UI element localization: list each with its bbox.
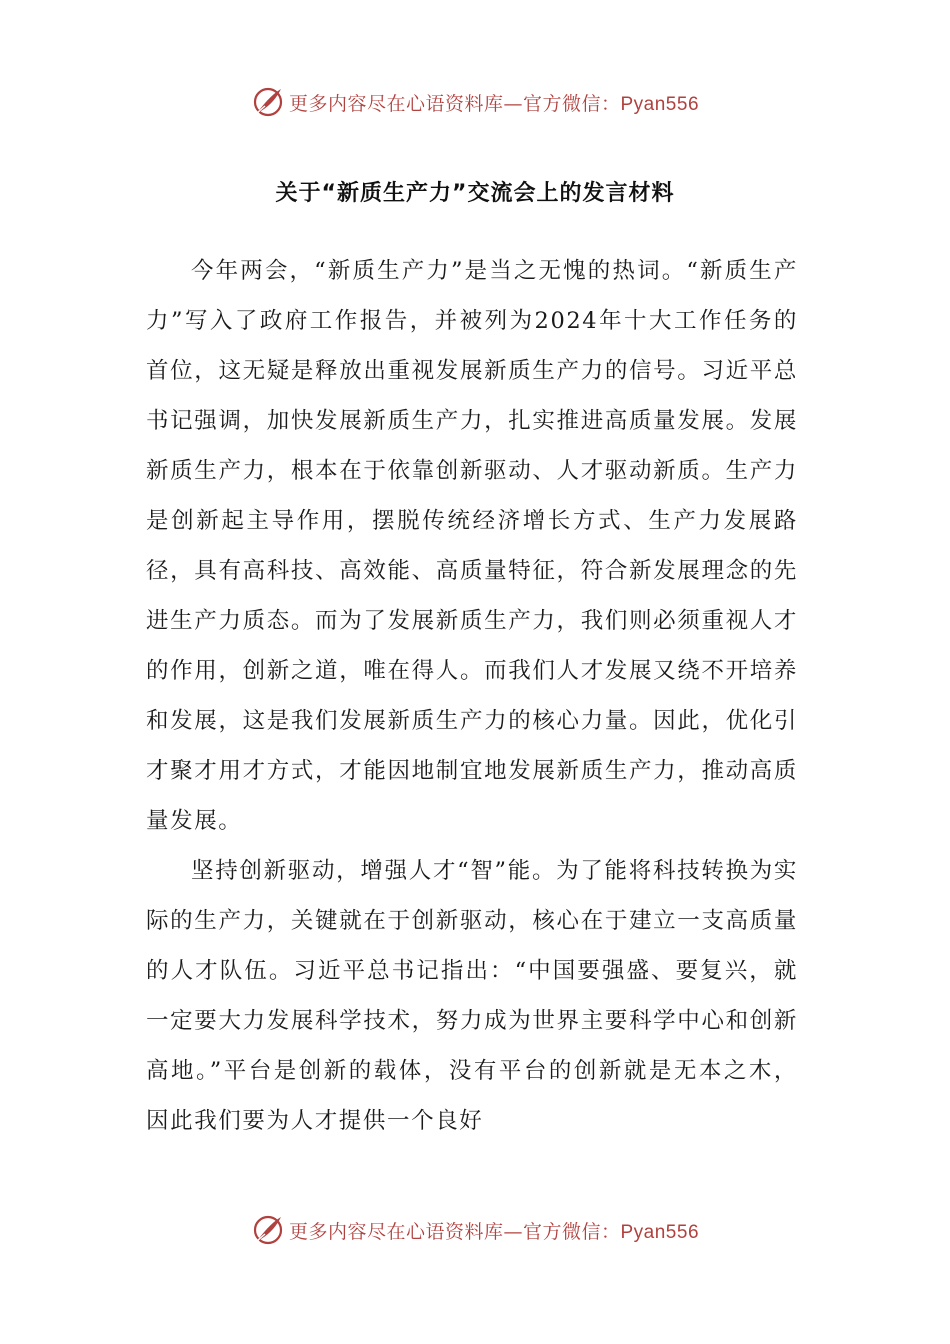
quill-pen-logo-icon [251, 1213, 285, 1247]
banner-wechat-id: Pyan556 [620, 93, 700, 115]
banner-slogan: 更多内容尽在心语资料库—官方微信： [288, 1220, 621, 1243]
banner-slogan: 更多内容尽在心语资料库—官方微信： [288, 92, 621, 115]
paragraph-2: 坚持创新驱动，增强人才“智”能。为了能将科技转换为实际的生产力，关键就在于创新驱动，核心在于建立一支高质量的人才队伍。习近平总书记指出：“中国要强盛、要复兴，就一定要大力发展科学技术，努力成为世界主要科学中心和创新高地。”平台是创新的载体，没有平台的创新就是无本之木，因此我们要为人才提供一个良好 [146, 858, 798, 1134]
document-title: 关于“新质生产力”交流会上的发言材料 [275, 181, 675, 206]
banner-text [289, 89, 699, 116]
paragraph-1: 今年两会，“新质生产力”是当之无愧的热词。“新质生产力”写入了政府工作报告，并被列为2024年十大工作任务的首位，这无疑是释放出重视发展新质生产力的信号。习近平总书记强调，加快发展新质生产力，扎实推进高质量发展。发展新质生产力，根本在于依靠创新驱动、人才驱动新质。生产力是创新起主导作用，摆脱传统经济增长方式、生产力发展路径，具有高科技、高效能、高质量特征，符合新发展理念的先进生产力质态。而为了发展新质生产力，我们则必须重视人才的作用，创新之道，唯在得人。而我们人才发展又绕不开培养和发展，这是我们发展新质生产力的核心力量。因此，优化引才聚才用才方式，才能因地制宜地发展新质生产力，推动高质量发展。 [146, 258, 798, 834]
quill-pen-logo-icon [251, 85, 285, 119]
banner-wechat-id: Pyan556 [620, 1221, 700, 1243]
document-body [146, 246, 798, 1146]
header-watermark-banner [0, 82, 950, 122]
banner-text [289, 1217, 699, 1244]
footer-watermark-banner [0, 1210, 950, 1250]
